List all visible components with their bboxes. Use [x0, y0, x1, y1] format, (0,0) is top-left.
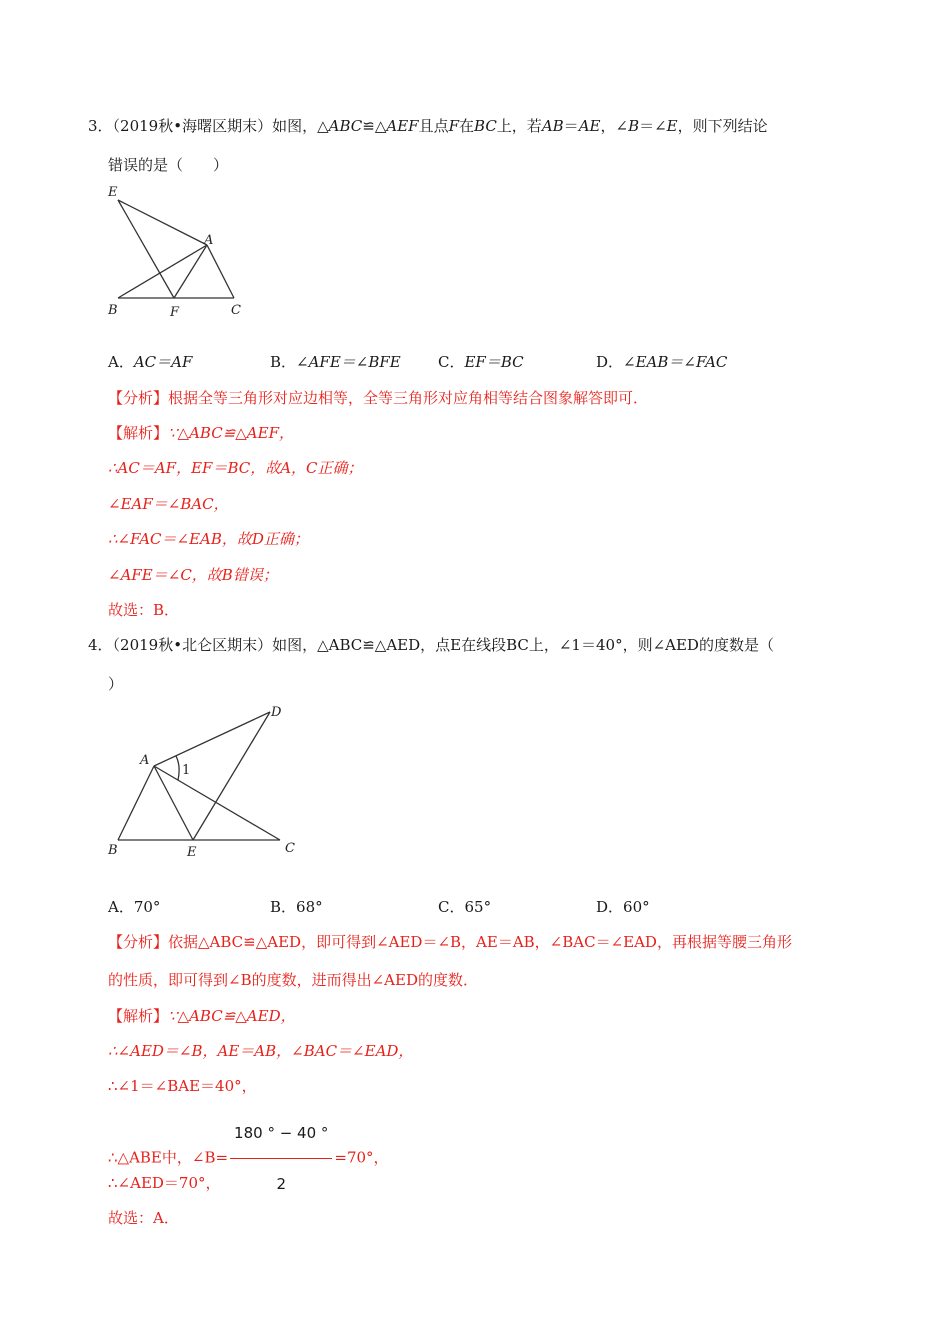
- q4-label-C: C: [285, 841, 295, 856]
- q4-seg-AB: [118, 766, 154, 840]
- q3-seg-BA: [118, 245, 207, 298]
- q4-stem-line1: 4．（2019秋•北仑区期末）如图，△ABC≌△AED，点E在线段BC上，∠1＝40°，则∠AED的度数是（: [88, 636, 774, 654]
- q4-analysis-line2: 的性质，即可得到∠B的度数，进而得出∠AED的度数．: [108, 971, 478, 989]
- q3-option-b[interactable]: B．∠AFE＝∠BFE: [270, 353, 401, 371]
- q4-solution-line5: ∴∠AED＝70°，: [108, 1174, 221, 1192]
- q3-figure: [100, 180, 260, 322]
- q3-solution-line2: ∴AC＝AF，EF＝BC，故A，C正确；: [108, 459, 363, 477]
- q3-stem-line2: 错误的是（ ）: [108, 156, 229, 174]
- q4-number: 4．: [88, 636, 113, 654]
- q4-solution-line3: ∴∠1＝∠BAE＝40°，: [108, 1077, 257, 1095]
- q4-option-a[interactable]: A．70°: [108, 898, 161, 916]
- q4-source: （2019秋•北仑区期末）: [112, 636, 273, 654]
- q4-solution-line1: 【解析】∵△ABC≌△AED，: [108, 1007, 296, 1025]
- q3-solution-line3: ∠EAF＝∠BAC，: [108, 495, 229, 513]
- q3-source: （2019秋•海曙区期末）: [112, 117, 273, 135]
- q3-solution-line4: ∴∠FAC＝∠EAB，故D正确；: [108, 530, 309, 548]
- q4-solution-line2: ∴∠AED＝∠B，AE＝AB，∠BAC＝∠EAD，: [108, 1042, 414, 1060]
- q3-label-A: A: [204, 233, 214, 248]
- q4-label-B: B: [108, 843, 118, 858]
- q3-label-E: E: [108, 185, 118, 200]
- q3-analysis: 【分析】根据全等三角形对应边相等，全等三角形对应角相等结合图象解答即可．: [108, 389, 649, 407]
- q3-label-B: B: [108, 303, 118, 318]
- q4-fraction: $\frac{180 ^\circ - 40 ^\circ}{2}$: [230, 1110, 332, 1207]
- q4-figure: [100, 700, 310, 862]
- q4-seg-DE: [193, 712, 270, 840]
- q3-option-a[interactable]: A．AC＝AF: [108, 353, 193, 371]
- q3-solution-line6: 故选：B．: [108, 601, 180, 619]
- q4-label-D: D: [271, 705, 282, 720]
- q4-analysis-line1: 【分析】依据△ABC≌△AED，即可得到∠AED＝∠B，AE＝AB，∠BAC＝∠EAD，再根据等腰三角形: [108, 933, 792, 951]
- q4-solution-line6: 故选：A．: [108, 1209, 179, 1227]
- q3-number: 3．: [88, 117, 113, 135]
- q4-solution-line4: ∴△ABE中，∠B= $\frac{180 ^\circ - 40 ^\circ}{2}$ =70°，: [108, 1110, 389, 1207]
- q3-label-C: C: [231, 303, 241, 318]
- q3-solution-line1: 【解析】∵△ABC≌△AEF，: [108, 424, 294, 442]
- q3-option-c[interactable]: C．EF＝BC: [438, 353, 524, 371]
- q4-angle-1-arc: [176, 756, 179, 780]
- q4-stem-line2: ）: [108, 675, 124, 693]
- q3-option-d[interactable]: D．∠EAB＝∠FAC: [596, 353, 728, 371]
- q3-label-F: F: [170, 305, 180, 320]
- q4-option-b[interactable]: B．68°: [270, 898, 323, 916]
- q4-label-1: 1: [182, 763, 191, 778]
- q4-label-A: A: [140, 753, 150, 768]
- q4-option-c[interactable]: C．65°: [438, 898, 492, 916]
- q3-stem-line1: 3．（2019秋•海曙区期末）如图，△ABC≌△AEF且点F在BC上，若AB＝AE，∠B＝∠E，则下列结论: [88, 117, 768, 135]
- q4-label-E: E: [187, 845, 197, 860]
- q4-seg-AD: [154, 712, 270, 766]
- q3-solution-line5: ∠AFE＝∠C，故B错误；: [108, 566, 278, 584]
- q3-seg-AC: [207, 245, 234, 298]
- q3-seg-AF: [174, 245, 207, 298]
- q4-option-d[interactable]: D．60°: [596, 898, 650, 916]
